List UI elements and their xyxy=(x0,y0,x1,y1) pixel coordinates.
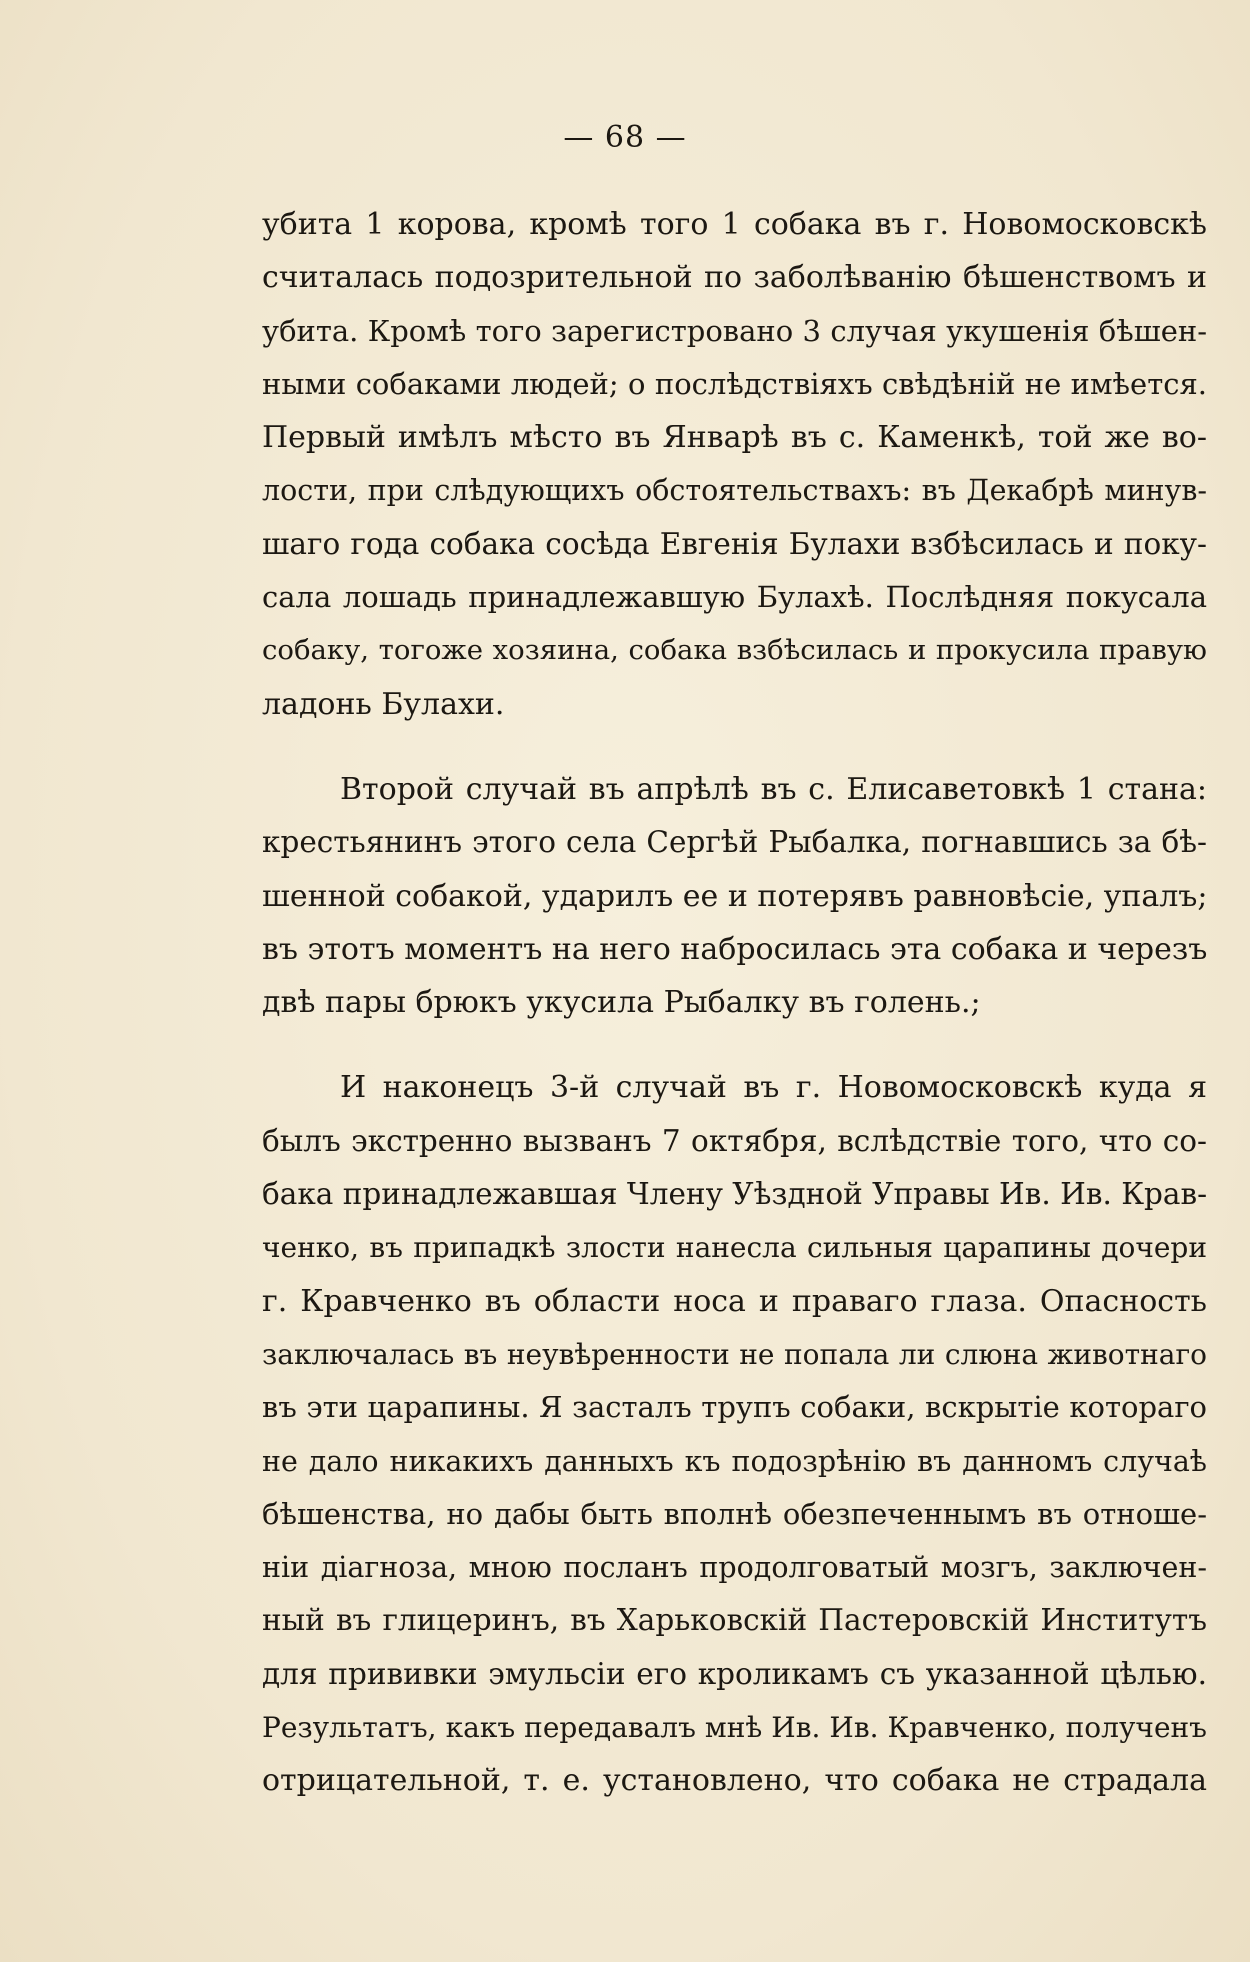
text-line: собаку, тогоже хозяина, собака взбѣсилась и прокусила правую xyxy=(262,634,1207,667)
text-line: крестьянинъ этого села Сергѣй Рыбалка, погнавшись за бѣ- xyxy=(262,825,1207,860)
text-line: въ этотъ моментъ на него набросилась эта собака и черезъ xyxy=(262,931,1208,967)
text-line: Второй случай въ апрѣлѣ въ с. Елисаветовкѣ 1 стана: xyxy=(340,771,1207,807)
text-line: сала лошадь принадлежавшую Булахѣ. Послѣдняя покусала xyxy=(262,580,1207,615)
text-line: ный въ глицеринъ, въ Харьковскій Пастеровскій Институтъ xyxy=(262,1603,1207,1638)
text-line: ладонь Булахи. xyxy=(262,686,505,722)
text-line: въ эти царапины. Я засталъ трупъ собаки, вскрытіе котораго xyxy=(262,1390,1207,1425)
text-line: лости, при слѣдующихъ обстоятельствахъ: въ Декабрѣ минув- xyxy=(262,474,1207,508)
paragraph-2 xyxy=(262,763,1207,1029)
text-line: Результатъ, какъ передавалъ мнѣ Ив. Ив. Кравченко, полученъ xyxy=(262,1711,1207,1745)
text-line: считалась подозрительной по заболѣванію бѣшенствомъ и xyxy=(262,260,1207,296)
paragraph-1 xyxy=(262,198,1207,731)
text-line: шаго года собака сосѣда Евгенія Булахи взбѣсилась и поку- xyxy=(262,526,1207,561)
text-line: бака принадлежавшая Члену Уѣздной Управы Ив. Ив. Крав- xyxy=(262,1177,1208,1212)
text-line: двѣ пары брюкъ укусила Рыбалку въ голень.; xyxy=(262,985,981,1021)
text-line: ными собаками людей; о послѣдствіяхъ свѣдѣній не имѣется. xyxy=(262,366,1207,401)
text-line: шенной собакой, ударилъ ее и потерявъ равновѣсіе, упалъ; xyxy=(262,878,1208,914)
text-line: убита 1 корова, кромѣ того 1 собака въ г. Новомосковскѣ xyxy=(262,207,1207,242)
text-line: былъ экстренно вызванъ 7 октября, вслѣдствіе того, что со- xyxy=(262,1123,1207,1158)
paragraph-gap xyxy=(262,731,1207,763)
text-line: Первый имѣлъ мѣсто въ Январѣ въ с. Каменкѣ, той же во- xyxy=(262,420,1207,456)
paragraph-gap xyxy=(262,1029,1207,1061)
paragraph-3 xyxy=(262,1061,1207,1807)
page-number: — 68 — xyxy=(563,120,687,155)
text-line: ченко, въ припадкѣ злости нанесла сильныя царапины дочери xyxy=(262,1231,1207,1265)
text-line: заключалась въ неувѣренности не попала ли слюна животнаго xyxy=(262,1337,1207,1371)
text-line: для прививки эмульсіи его кроликамъ съ указанной цѣлью. xyxy=(262,1656,1207,1691)
text-line: не дало никакихъ данныхъ къ подозрѣнію въ данномъ случаѣ xyxy=(262,1444,1207,1478)
body-text xyxy=(262,198,1207,1808)
text-line: отрицательной, т. е. установлено, что собака не страдала xyxy=(262,1763,1207,1799)
text-line: ніи діагноза, мною посланъ продолговатый мозгъ, заключен- xyxy=(262,1551,1207,1585)
text-line: убита. Кромѣ того зарегистровано 3 случая укушенія бѣшен- xyxy=(262,313,1207,348)
text-line: бѣшенства, но дабы быть вполнѣ обезпеченнымъ въ отноше- xyxy=(262,1496,1207,1531)
text-line: И наконецъ 3-й случай въ г. Новомосковскѣ куда я xyxy=(340,1070,1207,1106)
text-line: г. Кравченко въ области носа и праваго глаза. Опасность xyxy=(262,1283,1207,1319)
